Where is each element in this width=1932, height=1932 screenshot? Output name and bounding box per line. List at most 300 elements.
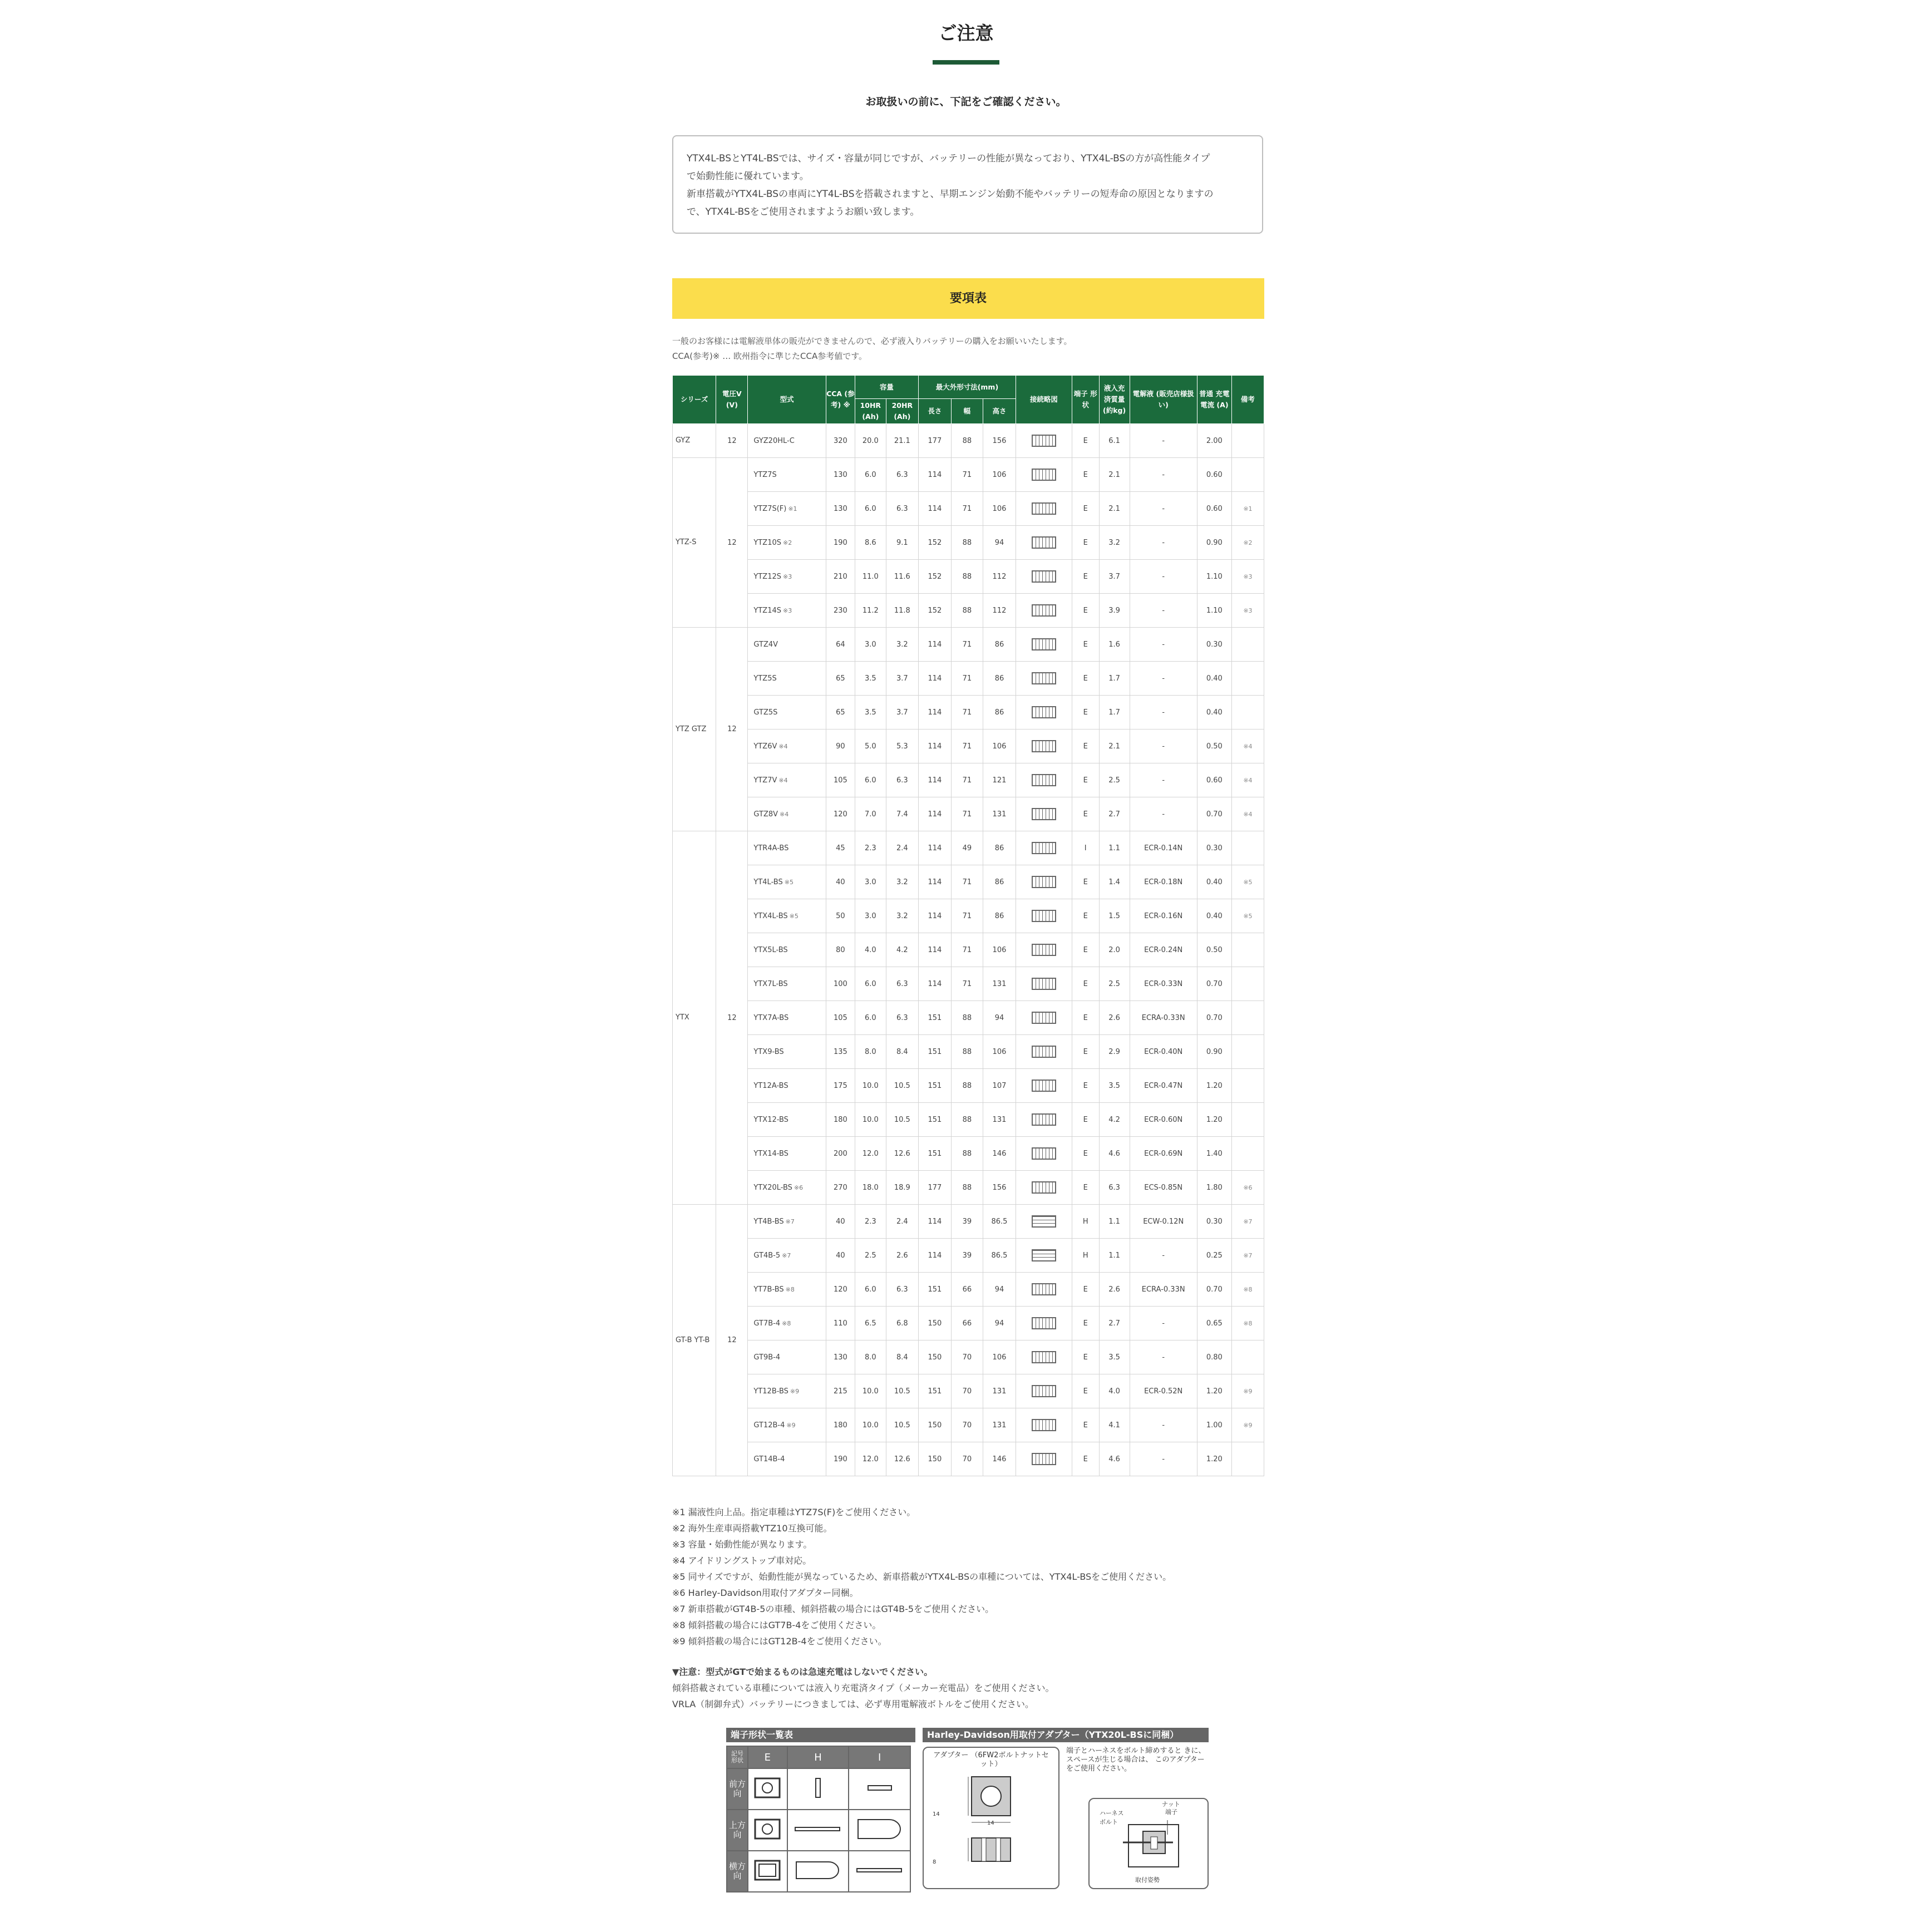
lead-line: 一般のお客様には電解液単体の販売ができませんので、必ず液入りバッテリーの購入をお願いいたします。 [672, 336, 1072, 346]
terminal-i-front-icon [849, 1768, 910, 1810]
width-cell: 88 [951, 1001, 983, 1035]
battery-diagram-icon [1032, 1351, 1056, 1363]
terminal-cell: E [1072, 458, 1099, 492]
terminal-i-side-icon [849, 1851, 910, 1892]
terminal-cell: E [1072, 1307, 1099, 1340]
capacity-10hr-cell: 8.6 [855, 526, 886, 560]
weight-cell: 4.2 [1099, 1103, 1130, 1137]
width-cell: 88 [951, 594, 983, 628]
charge-cell: 0.40 [1197, 865, 1231, 899]
terminal-e-front-icon [748, 1768, 787, 1810]
length-cell: 114 [918, 933, 951, 967]
capacity-10hr-cell: 8.0 [855, 1340, 886, 1374]
th-20hr: 20HR (Ah) [886, 399, 918, 424]
weight-cell: 1.7 [1099, 696, 1130, 730]
model-note: ※7 [782, 1251, 791, 1259]
fluid-cell: - [1130, 424, 1197, 458]
remarks-cell [1231, 662, 1264, 696]
fluid-cell: - [1130, 458, 1197, 492]
height-cell: 106 [983, 933, 1016, 967]
capacity-10hr-cell: 12.0 [855, 1442, 886, 1476]
fluid-cell: ECR-0.14N [1130, 831, 1197, 865]
battery-diagram-icon [1032, 604, 1056, 617]
model-note: ※1 [788, 505, 797, 512]
model-cell [748, 967, 826, 1001]
width-cell: 66 [951, 1307, 983, 1340]
label-bolt: ボルト [1100, 1818, 1118, 1826]
table-row [673, 628, 1264, 662]
series-cell: YTX [673, 831, 716, 1205]
capacity-10hr-cell: 18.0 [855, 1171, 886, 1205]
terminal-cell: E [1072, 594, 1099, 628]
width-cell: 71 [951, 696, 983, 730]
remarks-cell: ※8 [1231, 1307, 1264, 1340]
table-row [673, 458, 1264, 492]
diagram-cell [1016, 933, 1072, 967]
model-note: ※8 [785, 1285, 795, 1293]
terminal-cell: E [1072, 763, 1099, 797]
charge-cell: 0.50 [1197, 730, 1231, 763]
height-cell: 86 [983, 696, 1016, 730]
remarks-cell: ※5 [1231, 865, 1264, 899]
charge-cell: 0.80 [1197, 1340, 1231, 1374]
remarks-cell [1231, 458, 1264, 492]
length-cell: 114 [918, 1205, 951, 1239]
diagram-cell [1016, 1340, 1072, 1374]
weight-cell: 3.9 [1099, 594, 1130, 628]
charge-cell: 0.30 [1197, 831, 1231, 865]
length-cell: 114 [918, 696, 951, 730]
remarks-cell [1231, 1442, 1264, 1476]
model-cell [748, 628, 826, 662]
model-cell [748, 1307, 826, 1340]
length-cell: 114 [918, 730, 951, 763]
battery-diagram-icon [1032, 1385, 1056, 1397]
cca-cell: 90 [826, 730, 855, 763]
length-cell: 151 [918, 1273, 951, 1307]
length-cell: 114 [918, 458, 951, 492]
remarks-cell [1231, 1340, 1264, 1374]
model-note: ※3 [783, 573, 792, 580]
weight-cell: 2.9 [1099, 1035, 1130, 1069]
terminal-cell: E [1072, 560, 1099, 594]
width-cell: 71 [951, 730, 983, 763]
fluid-cell: - [1130, 1239, 1197, 1273]
battery-diagram-icon [1032, 469, 1056, 481]
charge-cell: 1.10 [1197, 594, 1231, 628]
table-row [673, 1137, 1264, 1171]
model-name: YTX7A-BS [753, 1013, 789, 1022]
length-cell: 114 [918, 797, 951, 831]
th-terminal: 端子 形状 [1072, 376, 1099, 424]
model-note: ※3 [783, 607, 792, 614]
table-row [673, 1069, 1264, 1103]
weight-cell: 3.5 [1099, 1340, 1130, 1374]
length-cell: 114 [918, 899, 951, 933]
weight-cell: 4.6 [1099, 1137, 1130, 1171]
model-name: YTZ6V [753, 742, 777, 751]
weight-cell: 2.1 [1099, 458, 1130, 492]
fluid-cell: ECR-0.52N [1130, 1374, 1197, 1408]
diagram-cell [1016, 730, 1072, 763]
height-cell: 146 [983, 1442, 1016, 1476]
remarks-cell: ※5 [1231, 899, 1264, 933]
table-row [673, 526, 1264, 560]
terminal-h-side-icon [787, 1851, 849, 1892]
model-name: YTZ7S(F) [753, 504, 787, 513]
diagram-cell [1016, 1442, 1072, 1476]
diagram-cell [1016, 865, 1072, 899]
weight-cell: 2.6 [1099, 1001, 1130, 1035]
remarks-cell: ※4 [1231, 730, 1264, 763]
battery-diagram-icon [1032, 1046, 1056, 1058]
cca-cell: 65 [826, 696, 855, 730]
weight-cell: 6.3 [1099, 1171, 1130, 1205]
spec-lead [672, 334, 1072, 364]
height-cell: 112 [983, 594, 1016, 628]
adapter-drawing-icon [949, 1772, 1033, 1884]
model-cell [748, 1408, 826, 1442]
terminal-cell: E [1072, 492, 1099, 526]
adapter-dim-b: 8 [933, 1859, 937, 1865]
height-cell: 94 [983, 1307, 1016, 1340]
height-cell: 86 [983, 899, 1016, 933]
model-cell [748, 763, 826, 797]
table-row [673, 967, 1264, 1001]
length-cell: 177 [918, 1171, 951, 1205]
voltage-cell: 12 [716, 458, 748, 628]
capacity-20hr-cell: 6.8 [886, 1307, 918, 1340]
charge-cell: 1.20 [1197, 1442, 1231, 1476]
battery-diagram-icon [1032, 1080, 1056, 1092]
width-cell: 88 [951, 1035, 983, 1069]
caution-line: ▼注意：型式がGTで始まるものは急速充電はしないでください。 [672, 1667, 933, 1677]
capacity-10hr-cell: 6.0 [855, 1001, 886, 1035]
height-cell: 86 [983, 662, 1016, 696]
capacity-10hr-cell: 11.0 [855, 560, 886, 594]
cca-cell: 180 [826, 1103, 855, 1137]
terminal-e-top-icon [748, 1810, 787, 1851]
fluid-cell: - [1130, 492, 1197, 526]
cca-cell: 110 [826, 1307, 855, 1340]
fluid-cell: - [1130, 560, 1197, 594]
width-cell: 71 [951, 458, 983, 492]
diagram-cell [1016, 1069, 1072, 1103]
terminal-cell: E [1072, 1137, 1099, 1171]
capacity-20hr-cell: 3.7 [886, 696, 918, 730]
capacity-20hr-cell: 10.5 [886, 1103, 918, 1137]
remarks-cell [1231, 424, 1264, 458]
width-cell: 39 [951, 1239, 983, 1273]
model-name: YTZ12S [753, 572, 781, 581]
cca-cell: 50 [826, 899, 855, 933]
terminal-h-top-icon [787, 1810, 849, 1851]
capacity-20hr-cell: 11.8 [886, 594, 918, 628]
diagram-cell [1016, 1239, 1072, 1273]
height-cell: 106 [983, 1340, 1016, 1374]
height-cell: 106 [983, 1035, 1016, 1069]
table-row [673, 763, 1264, 797]
voltage-cell: 12 [716, 831, 748, 1205]
remarks-cell: ※6 [1231, 1171, 1264, 1205]
weight-cell: 2.7 [1099, 797, 1130, 831]
length-cell: 114 [918, 662, 951, 696]
terminal-cell: H [1072, 1205, 1099, 1239]
capacity-20hr-cell: 6.3 [886, 1001, 918, 1035]
model-cell [748, 1273, 826, 1307]
model-note: ※8 [782, 1319, 791, 1327]
terminal-col-e: E [748, 1746, 787, 1768]
cca-cell: 65 [826, 662, 855, 696]
battery-diagram-icon [1032, 536, 1056, 549]
width-cell: 88 [951, 526, 983, 560]
cca-cell: 40 [826, 1239, 855, 1273]
model-name: YTZ7V [753, 776, 777, 785]
model-name: YTX9-BS [753, 1047, 784, 1056]
width-cell: 88 [951, 1137, 983, 1171]
charge-cell: 0.90 [1197, 526, 1231, 560]
fluid-cell: - [1130, 797, 1197, 831]
remarks-cell [1231, 1137, 1264, 1171]
model-cell [748, 1205, 826, 1239]
cca-cell: 200 [826, 1137, 855, 1171]
battery-diagram-icon [1032, 502, 1056, 515]
fluid-cell: - [1130, 1442, 1197, 1476]
capacity-20hr-cell: 3.2 [886, 628, 918, 662]
model-cell [748, 933, 826, 967]
length-cell: 114 [918, 1239, 951, 1273]
capacity-10hr-cell: 4.0 [855, 933, 886, 967]
height-cell: 94 [983, 526, 1016, 560]
fluid-cell: ECS-0.85N [1130, 1171, 1197, 1205]
width-cell: 70 [951, 1340, 983, 1374]
diagram-cell [1016, 967, 1072, 1001]
capacity-10hr-cell: 2.3 [855, 1205, 886, 1239]
cca-cell: 190 [826, 526, 855, 560]
model-cell [748, 526, 826, 560]
adapter-dim-a: 14 [933, 1811, 940, 1817]
weight-cell: 1.1 [1099, 1205, 1130, 1239]
height-cell: 131 [983, 1103, 1016, 1137]
fluid-cell: ECR-0.18N [1130, 865, 1197, 899]
remarks-cell: ※4 [1231, 763, 1264, 797]
spec-table-body [673, 424, 1264, 1476]
series-cell: YTZ GTZ [673, 628, 716, 831]
page-title: ご注意 [938, 22, 994, 44]
terminal-cell: E [1072, 933, 1099, 967]
model-name: GT7B-4 [753, 1319, 781, 1328]
remarks-cell: ※7 [1231, 1205, 1264, 1239]
footnote: ※6 Harley-Davidson用取付アダプター同梱。 [672, 1588, 859, 1598]
weight-cell: 2.0 [1099, 933, 1130, 967]
battery-diagram-icon [1032, 672, 1056, 684]
terminal-cell: E [1072, 628, 1099, 662]
table-row [673, 1340, 1264, 1374]
adapter-part-panel [923, 1747, 1059, 1889]
length-cell: 114 [918, 865, 951, 899]
remarks-cell [1231, 696, 1264, 730]
terminal-shape-chart [726, 1728, 915, 1900]
weight-cell: 2.1 [1099, 492, 1130, 526]
lead-line: CCA(参考)※ … 欧州指令に準じたCCA参考値です。 [672, 351, 868, 361]
spec-heading: 要項表 [672, 278, 1264, 319]
remarks-cell: ※7 [1231, 1239, 1264, 1273]
weight-cell: 2.5 [1099, 763, 1130, 797]
notice-line: YTX4L-BSとYT4L-BSでは、サイズ・容量が同じですが、バッテリーの性能が異なっており、YTX4L-BSの方が高性能タイプ [687, 153, 1210, 164]
model-name: YTX7L-BS [753, 979, 788, 988]
model-name: YTZ7S [753, 470, 777, 479]
terminal-cell: E [1072, 1340, 1099, 1374]
cca-cell: 175 [826, 1069, 855, 1103]
capacity-20hr-cell: 2.6 [886, 1239, 918, 1273]
terminal-h-front-icon [787, 1768, 849, 1810]
capacity-20hr-cell: 3.2 [886, 899, 918, 933]
capacity-20hr-cell: 4.2 [886, 933, 918, 967]
length-cell: 152 [918, 560, 951, 594]
table-row [673, 1035, 1264, 1069]
height-cell: 131 [983, 1408, 1016, 1442]
fluid-cell: - [1130, 696, 1197, 730]
model-cell [748, 1137, 826, 1171]
terminal-cell: E [1072, 1374, 1099, 1408]
height-cell: 94 [983, 1273, 1016, 1307]
height-cell: 86 [983, 865, 1016, 899]
diagram-cell [1016, 899, 1072, 933]
table-row [673, 1205, 1264, 1239]
remarks-cell [1231, 628, 1264, 662]
capacity-20hr-cell: 18.9 [886, 1171, 918, 1205]
capacity-10hr-cell: 10.0 [855, 1374, 886, 1408]
charge-cell: 0.70 [1197, 797, 1231, 831]
charge-cell: 0.40 [1197, 662, 1231, 696]
terminal-cell: E [1072, 899, 1099, 933]
height-cell: 107 [983, 1069, 1016, 1103]
model-name: YT12B-BS [753, 1387, 788, 1396]
cca-cell: 45 [826, 831, 855, 865]
diagram-cell [1016, 1374, 1072, 1408]
label-install-pose: 取付姿勢 [1135, 1876, 1160, 1884]
table-row [673, 1408, 1264, 1442]
model-cell [748, 865, 826, 899]
capacity-10hr-cell: 3.0 [855, 628, 886, 662]
diagram-cell [1016, 424, 1072, 458]
length-cell: 151 [918, 1001, 951, 1035]
width-cell: 71 [951, 662, 983, 696]
charge-cell: 0.40 [1197, 899, 1231, 933]
height-cell: 146 [983, 1137, 1016, 1171]
capacity-10hr-cell: 10.0 [855, 1103, 886, 1137]
battery-diagram-icon [1032, 774, 1056, 786]
title-underline [933, 60, 999, 65]
fluid-cell: - [1130, 662, 1197, 696]
capacity-10hr-cell: 6.0 [855, 492, 886, 526]
model-name: YTX5L-BS [753, 945, 788, 954]
model-name: GTZ5S [753, 708, 778, 717]
length-cell: 114 [918, 967, 951, 1001]
terminal-cell: E [1072, 696, 1099, 730]
fluid-cell: - [1130, 526, 1197, 560]
model-name: YTX12-BS [753, 1115, 788, 1124]
battery-diagram-icon [1032, 910, 1056, 922]
model-cell [748, 1171, 826, 1205]
capacity-10hr-cell: 2.5 [855, 1239, 886, 1273]
battery-diagram-icon [1032, 570, 1056, 583]
model-cell [748, 1069, 826, 1103]
th-fluid: 電解液 (販売店様扱い) [1130, 376, 1197, 424]
th-10hr: 10HR (Ah) [855, 399, 886, 424]
diagram-cell [1016, 458, 1072, 492]
charge-cell: 1.20 [1197, 1103, 1231, 1137]
model-name: GT9B-4 [753, 1353, 781, 1362]
model-note: ※9 [790, 1387, 800, 1395]
width-cell: 39 [951, 1205, 983, 1239]
length-cell: 114 [918, 628, 951, 662]
remarks-cell: ※9 [1231, 1408, 1264, 1442]
terminal-i-top-icon [849, 1810, 910, 1851]
series-cell: GYZ [673, 424, 716, 458]
length-cell: 152 [918, 594, 951, 628]
battery-diagram-icon [1032, 1453, 1056, 1465]
capacity-10hr-cell: 2.3 [855, 831, 886, 865]
model-note: ※6 [793, 1184, 804, 1191]
capacity-10hr-cell: 6.0 [855, 458, 886, 492]
height-cell: 86 [983, 831, 1016, 865]
capacity-20hr-cell: 8.4 [886, 1035, 918, 1069]
weight-cell: 2.1 [1099, 730, 1130, 763]
remarks-cell [1231, 1035, 1264, 1069]
model-name: GT4B-5 [753, 1251, 781, 1260]
model-cell [748, 696, 826, 730]
series-cell: GT-B YT-B [673, 1205, 716, 1476]
notice-line: で、YTX4L-BSをご使用されますようお願い致します。 [687, 206, 920, 218]
capacity-10hr-cell: 6.0 [855, 967, 886, 1001]
diagram-cell [1016, 1205, 1072, 1239]
height-cell: 156 [983, 1171, 1016, 1205]
fluid-cell: ECRA-0.33N [1130, 1001, 1197, 1035]
footnote: ※5 同サイズですが、始動性能が異なっているため、新車搭載がYTX4L-BSの車種については、YTX4L-BSをご使用ください。 [672, 1571, 1172, 1582]
diagram-cell [1016, 560, 1072, 594]
table-row [673, 933, 1264, 967]
model-cell [748, 797, 826, 831]
charge-cell: 2.00 [1197, 424, 1231, 458]
battery-diagram-icon [1032, 1147, 1056, 1160]
remarks-cell: ※2 [1231, 526, 1264, 560]
adapter-caption: アダプター （6FW2ボルトナットセット） [933, 1751, 1049, 1768]
terminal-table [726, 1746, 911, 1892]
length-cell: 150 [918, 1340, 951, 1374]
fluid-cell: ECR-0.24N [1130, 933, 1197, 967]
model-name: GT12B-4 [753, 1421, 785, 1430]
adapter-install-panel [1088, 1798, 1209, 1889]
table-row [673, 1239, 1264, 1273]
width-cell: 71 [951, 967, 983, 1001]
height-cell: 112 [983, 560, 1016, 594]
fluid-cell: ECR-0.60N [1130, 1103, 1197, 1137]
fluid-cell: - [1130, 1307, 1197, 1340]
height-cell: 86.5 [983, 1239, 1016, 1273]
fluid-cell: ECR-0.69N [1130, 1137, 1197, 1171]
remarks-cell [1231, 1001, 1264, 1035]
charge-cell: 1.10 [1197, 560, 1231, 594]
diagram-cell [1016, 1001, 1072, 1035]
table-row [673, 424, 1264, 458]
diagram-cell [1016, 831, 1072, 865]
capacity-20hr-cell: 3.7 [886, 662, 918, 696]
th-capacity: 容量 [855, 376, 918, 399]
capacity-20hr-cell: 10.5 [886, 1374, 918, 1408]
fluid-cell: ECR-0.33N [1130, 967, 1197, 1001]
terminal-corner: 記号 形状 [727, 1746, 748, 1768]
